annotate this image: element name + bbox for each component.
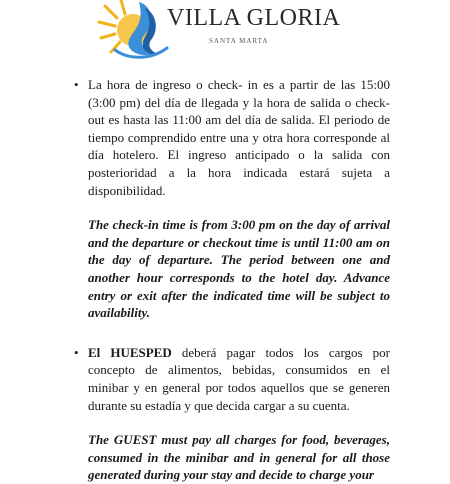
brand-subtitle: SANTA MARTA — [209, 37, 269, 45]
policy-content — [72, 76, 390, 484]
logo — [95, 0, 355, 62]
checkin-policy-spanish-text: La hora de ingreso o check- in es a partir de las 15:00 (3:00 pm) del día de llegada y la hora de salida o check-out es hasta las 11:00 am del día de salida. El periodo de tiempo comprendido entre una y otra hora corresponde al día hotelero. El ingreso anticipado o la salida con posterioridad a la hora indicada estará sujeta a disponibilidad. — [88, 77, 390, 198]
bullet-icon: • — [74, 344, 79, 360]
checkin-policy-spanish — [72, 76, 390, 199]
guest-charges-english: The GUEST must pay all charges for food, beverages, consumed in the minibar and in general for all those generated during your stay and decide to charge your — [88, 432, 390, 483]
guest-charges-spanish — [72, 344, 390, 414]
brand-name: VILLA GLORIA — [167, 5, 341, 31]
guest-label: El HUESPED — [88, 344, 172, 360]
bullet-icon: • — [74, 77, 79, 92]
checkin-policy-english: The check-in time is from 3:00 pm on the day of arrival and the departure or checkout time is until 11:00 am on the day of departure. The period between one and another hour corresponds to the hotel day. Advance entry or exit after the indicated time will be subject to availability. — [88, 217, 390, 321]
guest-charges-spanish-text: deberá pagar todos los cargos por concepto de alimentos, bebidas, consumidos en el minibar y en general por todos aquellos que se generen durante su estadía y que decida cargar a su cuenta. — [88, 344, 390, 413]
sun-wave-logo-icon — [95, 0, 175, 62]
